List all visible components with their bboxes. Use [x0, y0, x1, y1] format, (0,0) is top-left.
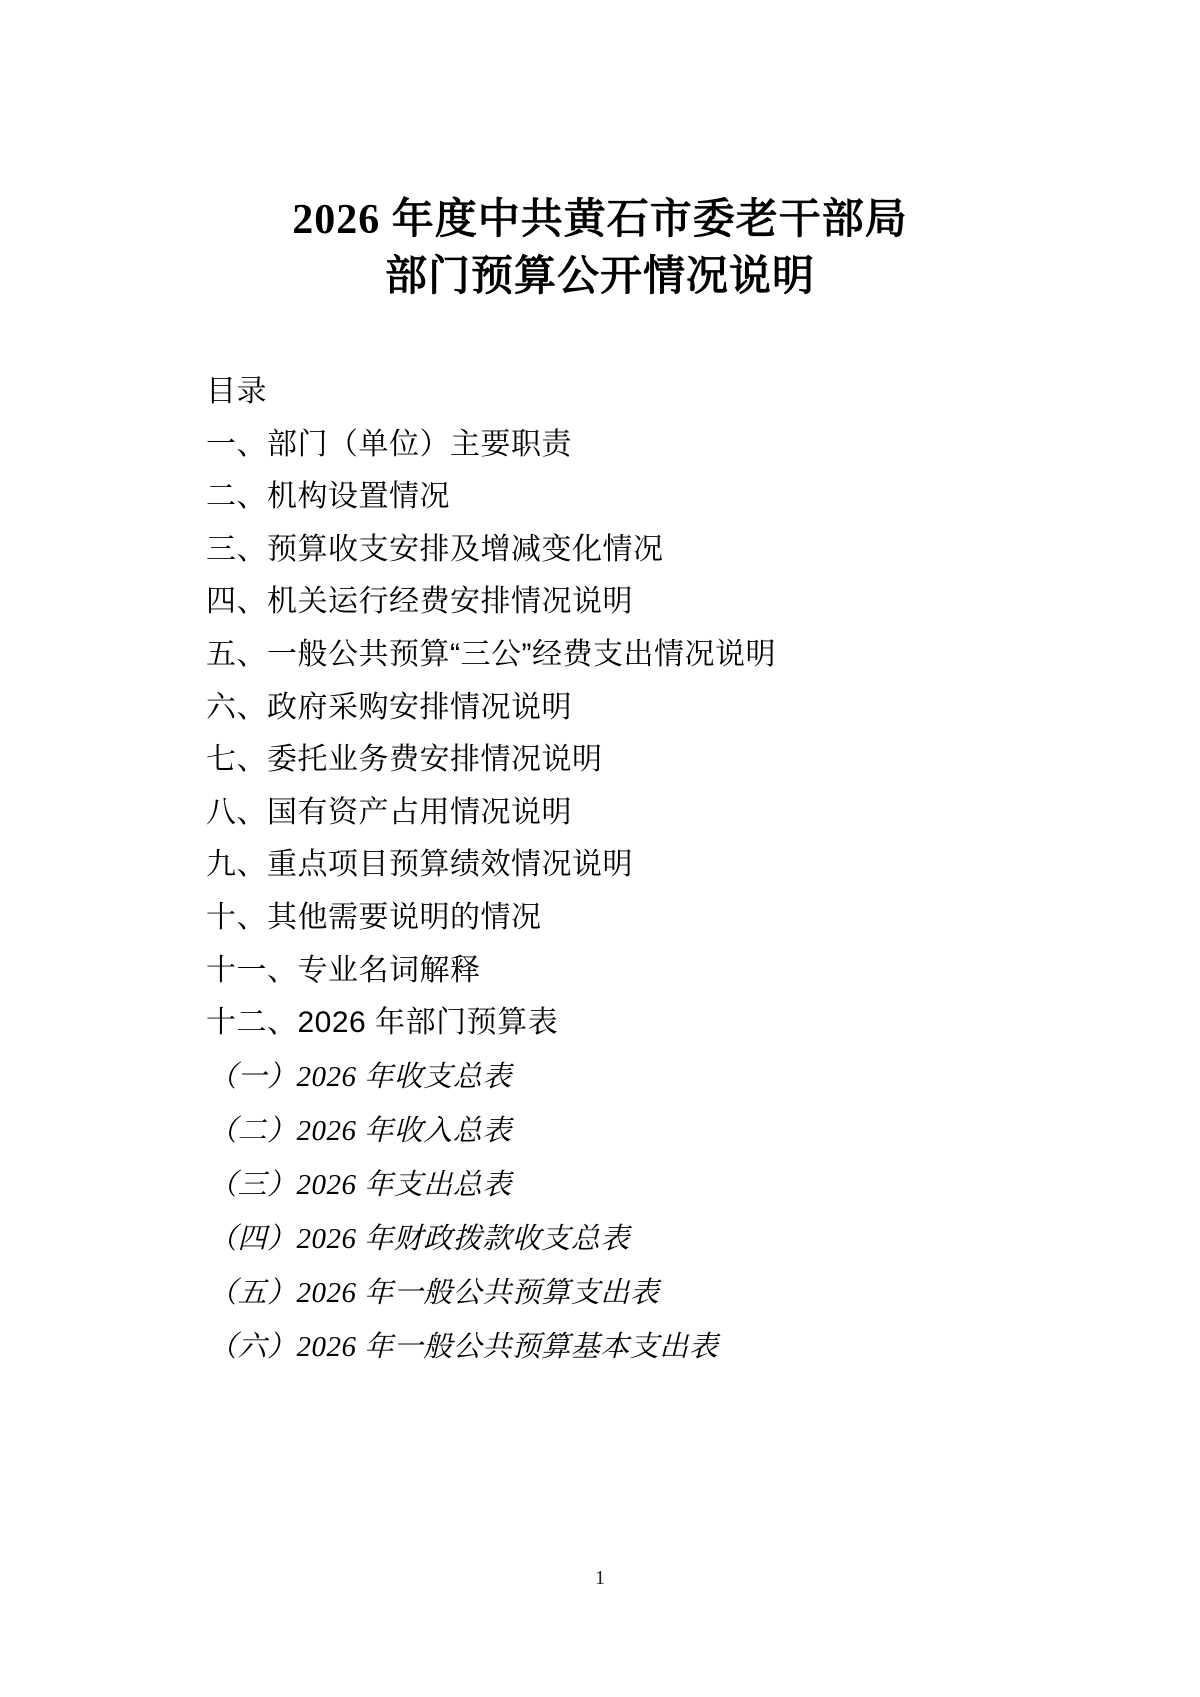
toc-item-11: 十一、专业名词解释 [206, 953, 481, 987]
toc-subitem-3: （三）2026 年支出总表 [208, 1168, 512, 1201]
toc-subitem-1: （一）2026 年收支总表 [208, 1060, 512, 1093]
toc-item-8: 八、国有资产占用情况说明 [206, 795, 572, 829]
table-of-contents [206, 366, 1200, 1374]
toc-item-4: 四、机关运行经费安排情况说明 [206, 585, 633, 619]
document-title-line1: 2026 年度中共黄石市委老干部局 [292, 197, 908, 243]
toc-item-5: 五、一般公共预算“三公”经费支出情况说明 [206, 637, 776, 671]
toc-heading: 目录 [206, 375, 267, 408]
toc-subitem-2: （二）2026 年收入总表 [208, 1114, 512, 1147]
toc-subitem-5: （五）2026 年一般公共预算支出表 [208, 1276, 660, 1309]
toc-item-9: 九、重点项目预算绩效情况说明 [206, 848, 633, 882]
page-number: 1 [595, 1567, 605, 1589]
toc-item-2: 二、机构设置情况 [206, 480, 450, 514]
document-title-line2: 部门预算公开情况说明 [384, 254, 815, 300]
toc-item-10: 十、其他需要说明的情况 [206, 900, 542, 934]
toc-item-7: 七、委托业务费安排情况说明 [206, 743, 603, 777]
toc-subitem-6: （六）2026 年一般公共预算基本支出表 [208, 1330, 719, 1363]
toc-subitem-4: （四）2026 年财政拨款收支总表 [208, 1222, 630, 1255]
toc-item-3: 三、预算收支安排及增减变化情况 [206, 532, 664, 566]
toc-item-12: 十二、2026 年部门预算表 [206, 1006, 559, 1040]
toc-item-1: 一、部门（单位）主要职责 [206, 427, 572, 461]
toc-item-6: 六、政府采购安排情况说明 [206, 690, 572, 724]
document-title [0, 0, 1200, 306]
